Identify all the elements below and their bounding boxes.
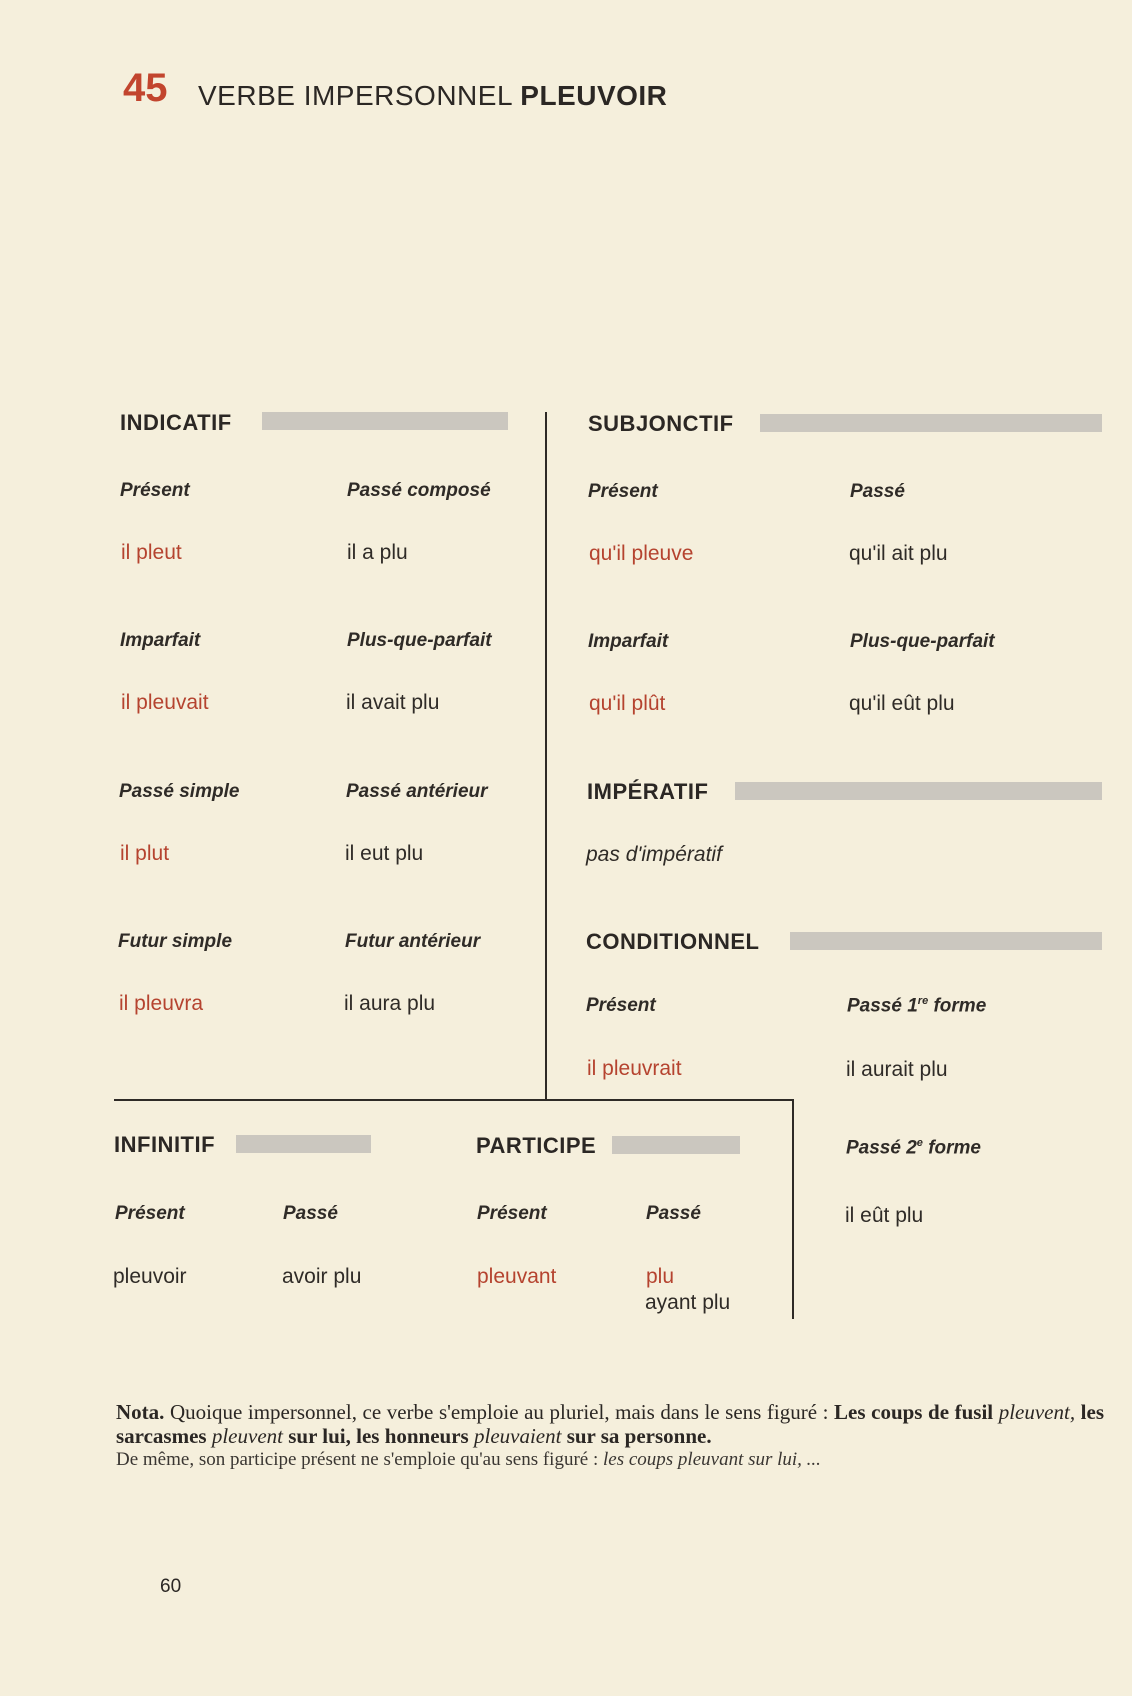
infinitif-bar [236,1135,371,1153]
nota-label: Nota. [116,1400,165,1424]
indicatif-passe-compose: il a plu [347,541,408,564]
conditionnel-passe1: il aurait plu [846,1058,948,1081]
conditionnel-passe1-label [847,995,986,1017]
indicatif-futur-anterieur: il aura plu [344,992,436,1015]
conditionnel-passe2-label [846,1137,981,1159]
title-verb: PLEUVOIR [520,80,668,111]
conditionnel-passe2-label-suffix: forme [922,1137,981,1159]
infinitif-present: pleuvoir [113,1265,187,1288]
participe-bar [612,1136,740,1154]
divider-horizontal [114,1099,794,1101]
table-number: 45 [123,66,168,110]
nota-italic-4: les coups pleuvant sur lui, ... [602,1449,821,1470]
indicatif-imparfait: il pleuvait [121,691,209,714]
imperatif-bar [735,782,1102,800]
nota-bold-4: sur sa personne. [561,1424,712,1448]
infinitif-heading: INFINITIF [114,1132,216,1157]
nota-italic-2: pleuvent [211,1424,283,1448]
indicatif-present-label: Présent [120,480,190,501]
imperatif-heading: IMPÉRATIF [587,779,709,804]
subjonctif-present: qu'il pleuve [589,542,694,565]
indicatif-bar [262,412,508,430]
divider-indicatif-subjonctif [545,412,547,1100]
participe-present: pleuvant [477,1265,557,1288]
indicatif-futur-simple: il pleuvra [119,992,204,1015]
indicatif-imparfait-label: Imparfait [120,630,201,651]
conditionnel-passe1-label-main: Passé 1 [847,995,918,1017]
indicatif-present: il pleut [121,541,182,564]
conditionnel-present: il pleuvrait [587,1057,682,1080]
nota-text-2: De même, son participe présent ne s'emploie qu'au sens figuré : [116,1449,603,1470]
subjonctif-imparfait-label: Imparfait [588,631,669,652]
indicatif-passe-compose-label: Passé composé [347,480,491,501]
participe-passe-1: plu [646,1265,675,1288]
subjonctif-imparfait: qu'il plût [589,692,666,715]
infinitif-passe: avoir plu [282,1265,362,1288]
nota-italic-1: pleuvent, [998,1400,1076,1424]
nota-bold-1: Les coups de fusil [834,1400,999,1424]
indicatif-futur-anterieur-label: Futur antérieur [345,931,481,952]
divider-participe-conditionnel [792,1099,794,1319]
indicatif-futur-simple-label: Futur simple [118,931,233,952]
subjonctif-passe-label: Passé [850,481,905,502]
participe-passe-label: Passé [646,1203,701,1224]
conditionnel-passe2: il eût plu [845,1204,924,1227]
subjonctif-present-label: Présent [588,481,658,502]
participe-passe-2: ayant plu [645,1291,731,1314]
conditionnel-bar [790,932,1102,950]
nota-text-1: Quoique impersonnel, ce verbe s'emploie au pluriel, mais dans le sens figuré : [164,1400,835,1424]
indicatif-passe-simple-label: Passé simple [119,781,240,802]
indicatif-passe-anterieur-label: Passé antérieur [346,781,488,802]
indicatif-passe-simple: il plut [120,842,170,865]
participe-present-label: Présent [477,1203,547,1224]
participe-heading: PARTICIPE [476,1133,597,1158]
nota-bold-3: sur lui, les honneurs [282,1424,474,1448]
infinitif-passe-label: Passé [283,1203,338,1224]
infinitif-present-label: Présent [115,1203,185,1224]
indicatif-passe-anterieur: il eut plu [345,842,424,865]
conditionnel-present-label: Présent [586,995,656,1016]
indicatif-pqp: il avait plu [346,691,440,714]
subjonctif-pqp: qu'il eût plu [849,692,955,715]
indicatif-heading: INDICATIF [120,410,232,435]
conditionnel-passe2-label-main: Passé 2 [846,1137,917,1159]
nota-italic-3: pleuvaient [473,1424,562,1448]
nota-line-2 [116,1448,1104,1472]
page-title [198,80,667,112]
conditionnel-passe1-label-suffix: forme [928,995,987,1017]
conditionnel-passe1-sup: re [917,995,929,1007]
conditionnel-heading: CONDITIONNEL [586,929,760,954]
nota-paragraph [116,1400,1104,1472]
subjonctif-passe: qu'il ait plu [849,542,948,565]
subjonctif-pqp-label: Plus-que-parfait [850,631,995,652]
imperatif-note: pas d'impératif [586,843,722,866]
nota-bold-2: les sarcasmes [116,1400,1104,1448]
conditionnel-passe2-sup: e [916,1137,923,1149]
subjonctif-bar [760,414,1102,432]
subjonctif-heading: SUBJONCTIF [588,411,734,436]
indicatif-pqp-label: Plus-que-parfait [347,630,492,651]
title-regular: VERBE IMPERSONNEL [198,80,521,111]
page-number: 60 [160,1576,182,1597]
nota-line-1 [116,1400,1104,1448]
